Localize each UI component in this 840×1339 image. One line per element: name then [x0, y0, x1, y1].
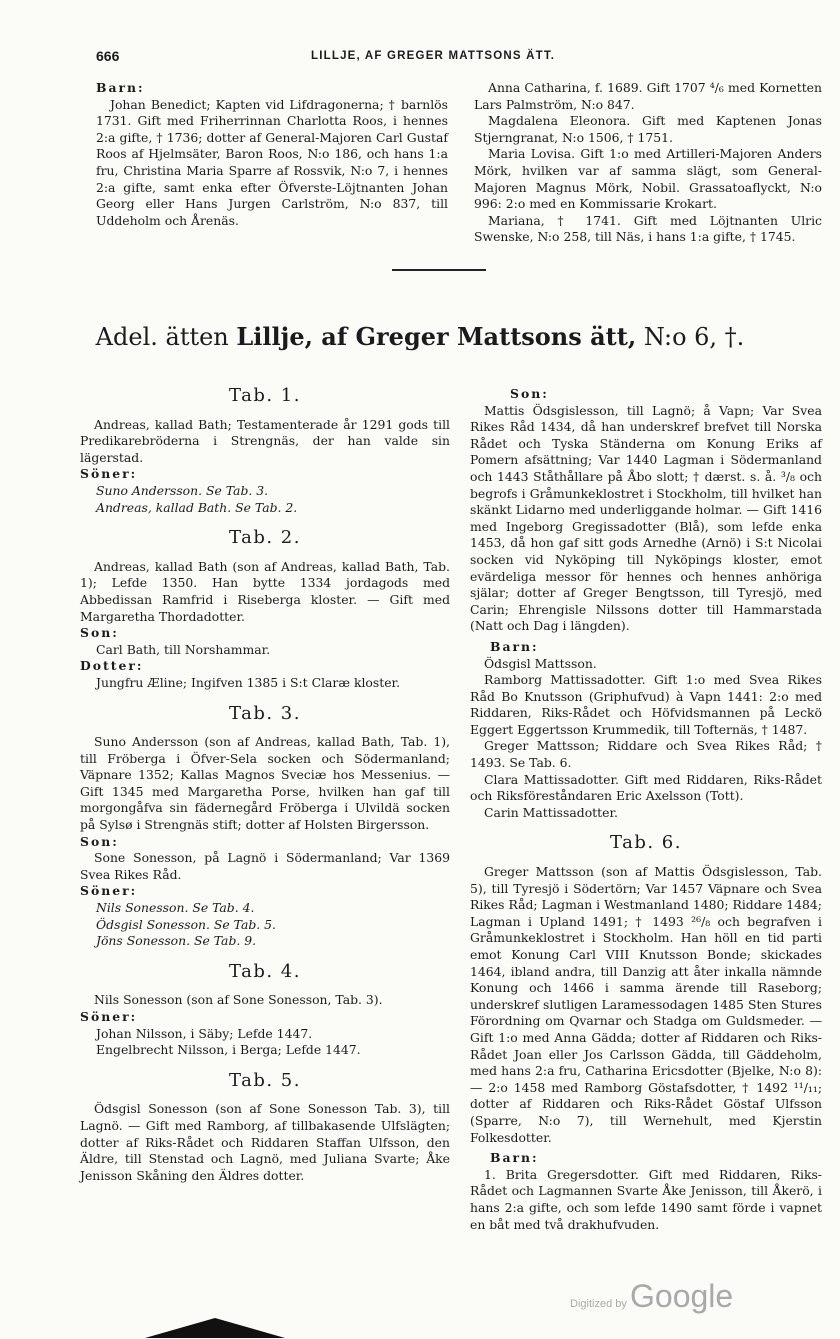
son-entry: Carl Bath, till Norshammar. — [96, 641, 271, 657]
tab-4-heading: Tab. 4. — [229, 960, 301, 982]
child-entry: Engelbrecht Nilsson, i Berga; Lefde 1447. — [96, 1042, 361, 1058]
page-number: 666 — [96, 48, 120, 64]
tab-5-text: Ödsgisl Sonesson (son af Sone Sonesson Tab. 3), till Lagnö. — Gift med Ramborg, af tillbakasende Ulfslägten; dotter af Riks-Rådet och Riddaren Staffan Ulfsson, den Äldre, till Stenstad och Lagnö, med Juliana Svarte; Åke Jenisson Skåning den Äldres dotter. — [80, 1101, 450, 1183]
children-label: Barn: — [96, 80, 145, 95]
child-entry: Greger Mattsson; Riddare och Svea Rikes Råd; † 1493. Se Tab. 6. — [470, 738, 822, 771]
daughter-entry: Mariana, † 1741. Gift med Löjtnanten Ulric Swenske, N:o 258, till Näs, i hans 1:a gifte, † 1745. — [474, 212, 822, 245]
top-left-column — [96, 80, 448, 229]
child-entry: Suno Andersson. Se Tab. 3. — [96, 482, 269, 498]
daughter-entry: Jungfru Æline; Ingifven 1385 i S:t Claræ kloster. — [96, 674, 401, 690]
tab-3-text: Suno Andersson (son af Andreas, kallad Bath, Tab. 1), till Fröberga i Öfver-Sela socken och Södermanland; Väpnare 1352; Kallas Magnos Sveciæ hos Messenius. — Gift 1345 med Margaretha Porse, hvilken han gaf till morgongåfva sin fädernegård Fröberga i Ulvildä socken på Sylsø i Strengnäs stift; dotter af Holsten Birgersson. — [80, 734, 450, 833]
child-entry: Ödsgisl Sonesson. Se Tab. 5. — [96, 916, 276, 932]
left-column — [80, 374, 450, 1184]
sons-label: Söner: — [80, 883, 138, 899]
child-entry: Johan Nilsson, i Säby; Lefde 1447. — [96, 1025, 313, 1041]
page-header — [96, 48, 822, 68]
daughter-entry: Magdalena Eleonora. Gift med Kaptenen Jonas Stjerngranat, N:o 1506, † 1751. — [474, 113, 822, 145]
sons-label: Söner: — [80, 1009, 138, 1024]
tab-6-text: Greger Mattsson (son af Mattis Ödsgislesson, Tab. 5), till Tyresjö i Södertörn; Var 1457 Väpnare och Svea Rikes Råd; Lagman i Westmanland 1480; Riddare 1484; Lagman i Upland 1491; † 1493 ²⁶/₈ och begrafven i Gråmunkeklostret i Stockholm. Han höll en tid parti emot Konung Carl VIII Knutsson Bonde; skickades 1464, ibland andra, till Danzig att åter inkalla nämnde Konung och 1466 i samma ärende till Raseborg; underskref slutligen Laramessodagen 1485 Sten Stures Förordning om Qvarnar och Stadga om Guldsmeder. — Gift 1:o med Anna Gädda; dotter af Riddaren och Riks-Rådet Joan eller Jos Carlsson Gädda, till Gäddeholm, med hans 2:a fru, Catharina Ericsdotter (Bjelke, N:o 8): — 2:o 1458 med Ramborg Göstafsdotter, † 1492 ¹¹/₁₁; dotter af Riddaren och Riks-Rådet Göstaf Ulfsson (Sparre, N:o 7), till Wernehult, med Kjerstin Folkesdotter. — [470, 864, 822, 1145]
child-entry: Clara Mattissadotter. Gift med Riddaren, Riks-Rådet och Riksföreståndaren Eric Axelsson (Tott). — [470, 771, 822, 804]
page-corner-shadow — [145, 1318, 285, 1338]
tab-5-heading: Tab. 5. — [229, 1069, 301, 1091]
title-name: Lillje, af Greger Mattsons ätt, — [236, 322, 637, 351]
children-label: Barn: — [490, 638, 539, 654]
google-logo: Google — [630, 1278, 734, 1314]
daughter-entry: Anna Catharina, f. 1689. Gift 1707 ⁴/₆ med Kornetten Lars Palmström, N:o 847. — [474, 80, 822, 112]
child-entry: Jöns Sonesson. Se Tab. 9. — [96, 933, 257, 949]
tab-2-heading: Tab. 2. — [229, 527, 301, 549]
child-entry: Ödsgisl Mattsson. — [484, 655, 597, 671]
child-entry: Andreas, kallad Bath. Se Tab. 2. — [96, 499, 298, 515]
title-suffix: N:o 6, †. — [643, 323, 745, 351]
son-entry: Sone Sonesson, på Lagnö i Södermanland; Var 1369 Svea Rikes Råd. — [80, 850, 450, 882]
johan-benedict-entry: Johan Benedict; Kapten vid Lifdragonerna; † barnlös 1731. Gift med Friherrinnan Charlotta Roos, i hennes 2:a gifte, † 1736; dotter af General-Majoren Carl Gustaf Roos af Hjelmsäter, Baron Roos, N:o 186, och hans 1:a fru, Christina Maria Sparre af Rossvik, N:o 7, i hennes 2:a gifte, samt enka efter Öfverste-Löjtnanten Johan Georg eller Hans Jurgen Carlström, N:o 837, till Uddeholm och Årenäs. — [96, 96, 448, 228]
son-label: Son: — [510, 386, 549, 401]
child-entry: Nils Sonesson. Se Tab. 4. — [96, 900, 255, 916]
family-title — [0, 322, 840, 351]
child-entry: Carin Mattissadotter. — [484, 804, 618, 820]
son-label: Son: — [80, 625, 119, 641]
tab-4-text: Nils Sonesson (son af Sone Sonesson, Tab. 3). — [94, 992, 383, 1008]
child-entry: Ramborg Mattissadotter. Gift 1:o med Svea Rikes Råd Bo Knutsson (Griphufvud) à Vapn 1441: 2:o med Riddaren, Riks-Rådet och Höfvidsmannen på Leckö Eggert Eggertsson Krummedik, till Tofternäs, † 1487. — [470, 672, 822, 737]
child-entry: 1. Brita Gregersdotter. Gift med Riddaren, Riks-Rådet och Lagmannen Svarte Åke Jenisson, till Åkerö, i hans 2:a gifte, och som lefde 1490 samt förde i vapnet en båt med två drakhufvuden. — [470, 1166, 822, 1232]
tab-1-text: Andreas, kallad Bath; Testamenterade år 1291 gods till Predikarebröderna i Strengnäs, der han valde sin lägerstad. — [80, 416, 450, 465]
section-divider — [392, 269, 486, 271]
children-label: Barn: — [490, 1150, 539, 1166]
top-right-column — [474, 80, 822, 246]
digitized-watermark — [570, 1278, 770, 1318]
son-label: Son: — [80, 833, 119, 849]
daughter-entry: Maria Lovisa. Gift 1:o med Artilleri-Majoren Anders Mörk, hvilken var af samma slägt, som General-Majoren Magnus Mörk, Nobil. Grassatoaflyckt, N:o 996: 2:o med en Kommissarie Krokart. — [474, 146, 822, 212]
daughter-label: Dotter: — [80, 658, 144, 674]
right-column — [470, 386, 822, 1233]
title-prefix: Adel. ätten — [95, 323, 229, 351]
tab-6-heading: Tab. 6. — [610, 832, 682, 854]
tab-1-heading: Tab. 1. — [229, 385, 301, 406]
sons-label: Söner: — [80, 466, 138, 482]
tab-3-heading: Tab. 3. — [229, 702, 301, 724]
running-head: LILLJE, AF GREGER MATTSONS ÄTT. — [311, 50, 556, 62]
mattis-entry: Mattis Ödsgislesson, till Lagnö; å Vapn; Var Svea Rikes Råd 1434, då han underskref brefvet till Norska Rådet och Tyska Ständerna om Konung Eriks af Pomern afsättning; Var 1440 Lagman i Södermanland och 1443 Ståthållare på Åbo slott; † dærst. s. å. ³/₈ och begrofs i Gråmunkeklostret i Stockholm, till hvilket han skänkt Lidarno med underliggande holmar. — Gift 1416 med Ingeborg Gregissadotter (Blå), som lefde enka 1453, då hon gaf sitt gods Arnedhe (Arnö) i S:t Nicolai socken vid Nyköping till Nyköpings kloster, emot evärdeliga messor för hennes och hennes anhöriga själar; dotter af Greger Bengtsson, till Tyresjö, med Carin; Ehrengisle Nilssons dotter till Hammarstada (Natt och Dag i längden). — [470, 402, 822, 634]
digitized-by-text: Digitized by — [570, 1298, 627, 1310]
tab-2-text: Andreas, kallad Bath (son af Andreas, kallad Bath, Tab. 1); Lefde 1350. Han bytte 1334 jordagods med Abbedissan Ramfrid i Riseberga kloster. — Gift med Margaretha Thordadotter. — [80, 558, 450, 624]
